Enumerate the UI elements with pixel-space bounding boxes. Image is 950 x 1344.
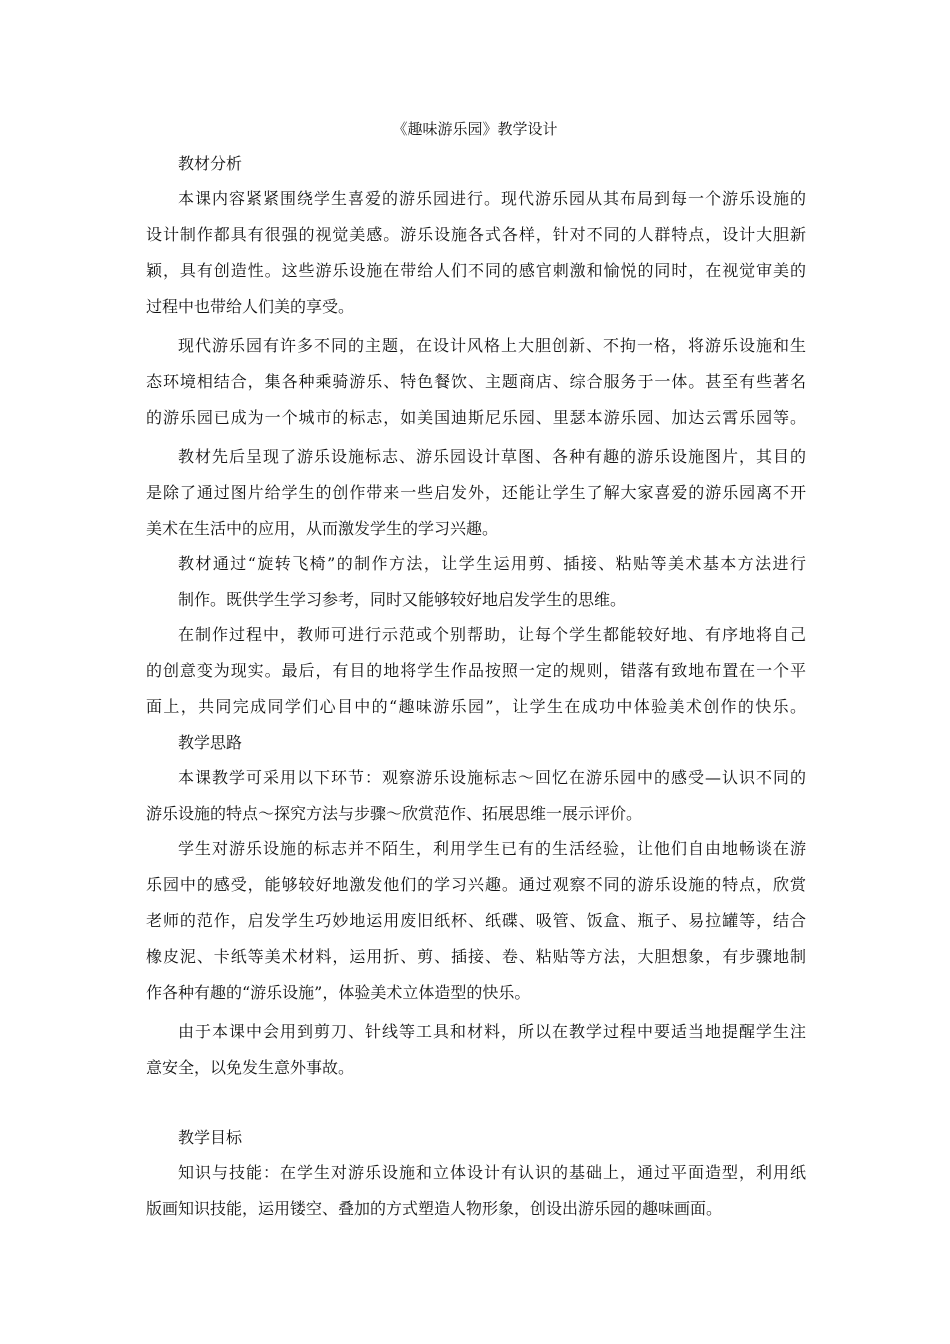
- paragraph-line: 颖，具有创造性。这些游乐设施在带给人们不同的感官刺激和愉悦的同时，在视觉审美的: [146, 261, 806, 280]
- paragraph-line: 作各种有趣的“游乐设施”，体验美术立体造型的快乐。: [146, 983, 531, 1002]
- paragraph-line: 态环境相结合，集各种乘骑游乐、特色餐饮、主题商店、综合服务于一体。甚至有些著名: [146, 372, 806, 391]
- section-heading-material: 教材分析: [178, 154, 243, 173]
- paragraph-line: 过程中也带给人们美的享受。: [146, 297, 355, 316]
- paragraph-line: 美术在生活中的应用，从而激发学生的学习兴趣。: [146, 519, 499, 538]
- paragraph-line: 意安全，以免发生意外事故。: [146, 1058, 355, 1077]
- paragraph-line: 的游乐园已成为一个城市的标志，如美国迪斯尼乐园、里瑟本游乐园、加达云霄乐园等。: [146, 408, 806, 427]
- paragraph-line: 学生对游乐设施的标志并不陌生，利用学生已有的生活经验，让他们自由地畅谈在游: [178, 839, 806, 858]
- paragraph-line: 老师的范作，启发学生巧妙地运用废旧纸杯、纸碟、吸管、饭盒、瓶子、易拉罐等，结合: [146, 911, 806, 930]
- paragraph-line: 现代游乐园有许多不同的主题，在设计风格上大胆创新、不拘一格，将游乐设施和生: [178, 336, 806, 355]
- paragraph-line: 在制作过程中，教师可进行示范或个别帮助，让每个学生都能较好地、有序地将自己: [178, 625, 806, 644]
- paragraph-line: 橡皮泥、卡纸等美术材料，运用折、剪、插接、卷、粘贴等方法，大胆想象，有步骤地制: [146, 947, 806, 966]
- paragraph-line: 版画知识技能，运用镂空、叠加的方式塑造人物形象，创设出游乐园的趣味画面。: [146, 1199, 723, 1218]
- paragraph-line: 游乐设施的特点～探究方法与步骤～欣赏范作、拓展思维一展示评价。: [146, 804, 643, 823]
- paragraph-line: 由于本课中会用到剪刀、针线等工具和材料，所以在教学过程中要适当地提醒学生注: [178, 1022, 806, 1041]
- paragraph-line: 面上，共同完成同学们心目中的“趣味游乐园”，让学生在成功中体验美术创作的快乐。: [146, 697, 806, 716]
- paragraph-line: 教材通过“旋转飞椅”的制作方法，让学生运用剪、插接、粘贴等美术基本方法进行: [178, 554, 806, 573]
- paragraph-line: 本课内容紧紧围绕学生喜爱的游乐园进行。现代游乐园从其布局到每一个游乐设施的: [178, 189, 806, 208]
- paragraph-line: 乐园中的感受，能够较好地激发他们的学习兴趣。通过观察不同的游乐设施的特点，欣赏: [146, 875, 806, 894]
- paragraph-line: 知识与技能：在学生对游乐设施和立体设计有认识的基础上，通过平面造型，利用纸: [178, 1163, 806, 1182]
- paragraph-line: 的创意变为现实。最后，有目的地将学生作品按照一定的规则，错落有致地布置在一个平: [146, 661, 806, 680]
- paragraph-line: 教材先后呈现了游乐设施标志、游乐园设计草图、各种有趣的游乐设施图片，其目的: [178, 447, 806, 466]
- paragraph-line: 本课教学可采用以下环节：观察游乐设施标志～回忆在游乐园中的感受—认识不同的: [178, 768, 806, 787]
- paragraph-line: 设计制作都具有很强的视觉美感。游乐设施各式各样，针对不同的人群特点，设计大胆新: [146, 225, 806, 244]
- paragraph-line: 制作。既供学生学习参考，同时又能够较好地启发学生的思维。: [178, 590, 627, 609]
- section-heading-objectives: 教学目标: [178, 1128, 243, 1147]
- paragraph-line: 是除了通过图片给学生的创作带来一些启发外，还能让学生了解大家喜爱的游乐园离不开: [146, 483, 806, 502]
- section-heading-approach: 教学思路: [178, 733, 243, 752]
- document-title: 《趣味游乐园》教学设计: [392, 120, 558, 138]
